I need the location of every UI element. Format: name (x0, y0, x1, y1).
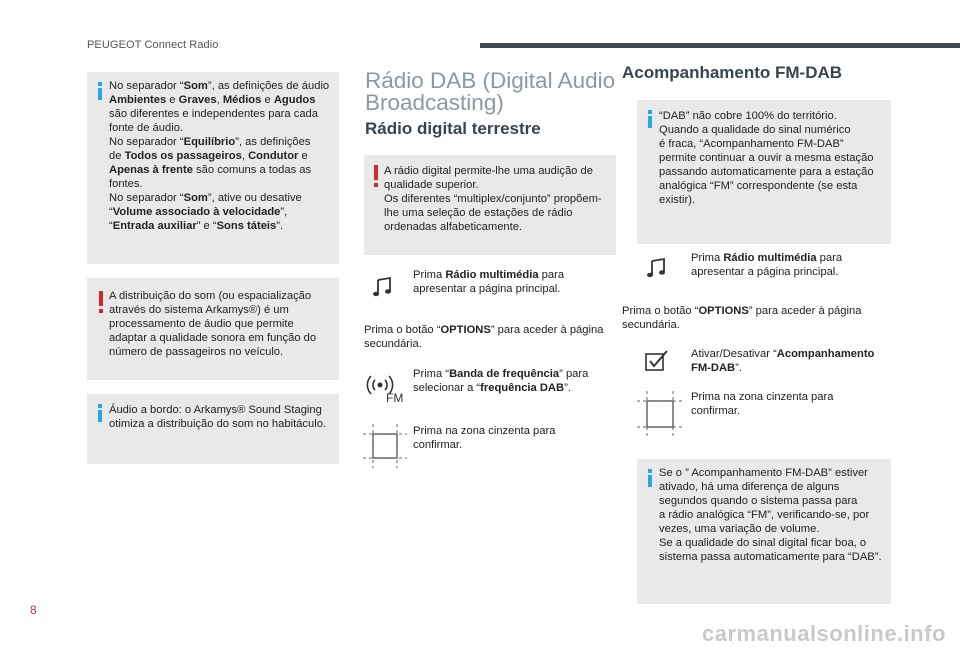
text-line: Áudio a bordo: o Arkamys® Sound Staging (109, 404, 322, 416)
text-line: Apenas à frente são comuns a todas as (109, 164, 312, 176)
text-line: ordenadas alfabeticamente. (384, 221, 523, 233)
warning-box-digital-radio (364, 155, 616, 255)
text-line: secundária. (364, 338, 422, 350)
plain-block (659, 466, 890, 564)
text-line: Quando a qualidade do sinal numérico (659, 124, 851, 136)
text-line: através do sistema Arkamys®) é um (109, 304, 289, 316)
info-icon (93, 82, 107, 100)
watermark: carmanualsonline.info (702, 621, 946, 646)
page-number: 8 (30, 603, 37, 617)
plain-block (109, 403, 337, 431)
text-line: Os diferentes “multiplex/conjunto” propõem- (384, 193, 602, 205)
text-line: Se a qualidade do sinal digital ficar boa, o (659, 537, 867, 549)
text-line: ativado, há uma diferença de alguns (659, 481, 840, 493)
rich-block (622, 304, 890, 332)
text-line: Prima Rádio multimédia para (691, 252, 843, 264)
text-line: confirmar. (413, 439, 463, 451)
section-title-fm-dab: Acompanhamento FM-DAB (622, 63, 843, 82)
text-line: Se o ” Acompanhamento FM-DAB” estiver (659, 467, 868, 479)
text-line: fontes. (109, 178, 143, 190)
text-line: Prima na zona cinzenta para (691, 391, 834, 403)
warning-icon (372, 165, 380, 187)
text-line: é fraca, “Acompanhamento FM-DAB” (659, 138, 844, 150)
text-line: segundos quando o sistema passa para (659, 495, 858, 507)
text-line: Ambientes e Graves, Médios e Agudos (109, 94, 316, 106)
warning-icon (97, 291, 105, 313)
rich-block (413, 367, 613, 395)
text-line: número de passageiros no veículo. (109, 346, 284, 358)
text-line: Prima “Banda de frequência” para (413, 368, 589, 380)
rich-block (691, 347, 891, 375)
text-line: vezes, uma variação de volume. (659, 523, 820, 535)
text-line: Prima Rádio multimédia para (413, 269, 565, 281)
rich-block (413, 268, 613, 296)
grey-zone-icon (637, 391, 683, 441)
text-line: analógica “FM” correspondente (se esta (659, 180, 858, 192)
music-note-icon (646, 257, 668, 283)
text-line: FM-DAB”. (691, 362, 742, 374)
text-line: Ativar/Desativar “Acompanhamento (691, 348, 875, 360)
text-line: “Volume associado à velocidade”, (109, 206, 288, 218)
section-title-dab: Rádio DAB (Digital Audio Broadcasting) (365, 68, 616, 115)
text-line: “DAB” não cobre 100% do território. (659, 110, 837, 122)
warning-box-arkamys (87, 278, 339, 380)
info-box-sound-staging (87, 394, 339, 464)
text-line: adaptar a qualidade sonora em função do (109, 332, 317, 344)
info-icon (643, 469, 657, 487)
text-line: lhe uma seleção de estações de rádio (384, 207, 573, 219)
section-subtitle: Rádio digital terrestre (365, 119, 541, 138)
text-line: a rádio analógica “FM”, verificando-se, por (659, 509, 870, 521)
text-line: apresentar a página principal. (413, 283, 561, 295)
text-line: de Todos os passageiros, Condutor e (109, 150, 308, 162)
text-line: secundária. (622, 319, 680, 331)
rich-block (364, 323, 614, 351)
info-icon (93, 404, 107, 422)
text-line: são diferentes e independentes para cada (109, 108, 318, 120)
text-line: processamento de áudio que permite (109, 318, 294, 330)
text-line: otimiza a distribuição do som no habitáculo. (109, 418, 327, 430)
text-line: fonte de áudio. (109, 122, 184, 134)
rich-block (109, 79, 337, 233)
rich-block (691, 251, 891, 279)
checkbox-icon (644, 349, 670, 377)
text-line: Prima o botão “OPTIONS” para aceder à página (622, 305, 862, 317)
text-line: selecionar a “frequência DAB”. (413, 382, 571, 394)
text-line: No separador “Equilíbrio”, as definições (109, 136, 311, 148)
text-line: Prima o botão “OPTIONS” para aceder à página (364, 324, 604, 336)
grey-zone-icon (363, 424, 407, 472)
info-icon (643, 110, 657, 128)
text-line: A rádio digital permite-lhe uma audição de (384, 165, 593, 177)
text-line: sistema passa automaticamente para “DAB”. (659, 551, 882, 563)
info-box-fm-dab-details (637, 459, 891, 604)
text-line: qualidade superior. (384, 179, 479, 191)
rich-block (691, 390, 891, 418)
text-line: passando automaticamente para a estação (659, 166, 874, 178)
text-line: confirmar. (691, 405, 741, 417)
header-bar (480, 43, 960, 48)
text-line: No separador “Som”, ative ou desative (109, 192, 302, 204)
text-line: “Entrada auxiliar” e “Sons táteis”. (109, 220, 284, 232)
music-note-icon (372, 276, 394, 302)
text-line: No separador “Som”, as definições de áudio (109, 80, 330, 92)
plain-block (384, 164, 614, 234)
plain-block (659, 109, 889, 207)
plain-block (109, 289, 337, 359)
text-line: existir). (659, 194, 696, 206)
radio-fm-icon (366, 371, 406, 409)
info-box-fm-dab (637, 100, 891, 244)
text-line: permite continuar a ouvir a mesma estação (659, 152, 874, 164)
header-title: PEUGEOT Connect Radio (87, 39, 219, 51)
text-line: A distribuição do som (ou espacialização (109, 290, 312, 302)
fm-icon-label: FM (386, 391, 404, 405)
text-line: Prima na zona cinzenta para (413, 425, 556, 437)
text-line: apresentar a página principal. (691, 266, 839, 278)
info-box-audio-settings (87, 72, 339, 264)
rich-block (413, 424, 613, 452)
